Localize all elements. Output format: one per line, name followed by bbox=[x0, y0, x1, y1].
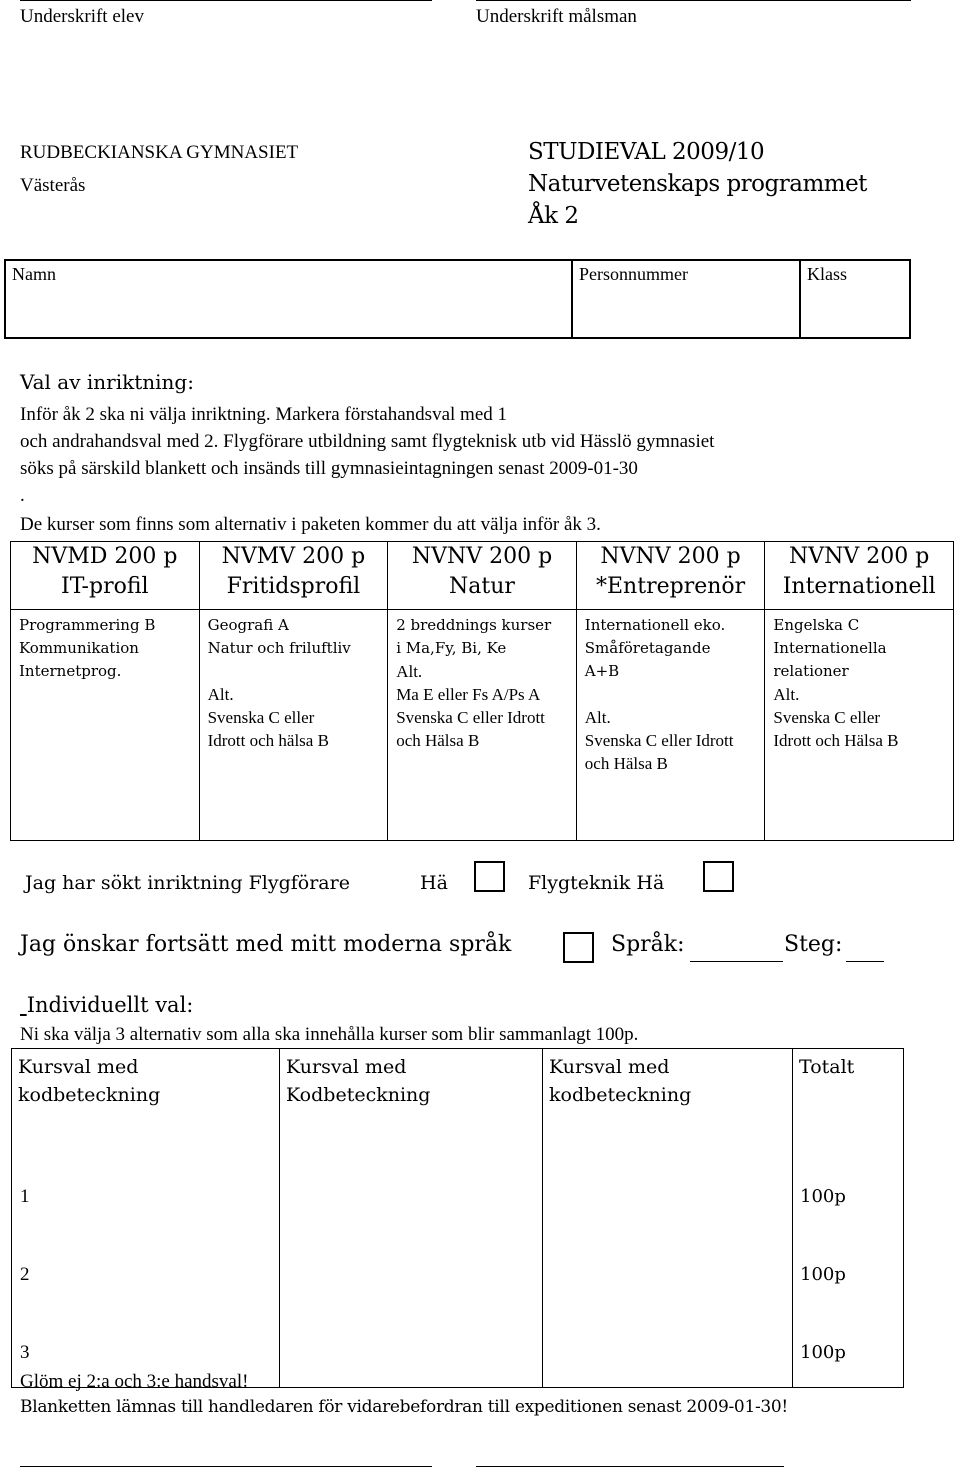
package-courses-entreprenor bbox=[576, 610, 765, 841]
course-line: Engelska C bbox=[773, 616, 860, 634]
package-name: *Entreprenör bbox=[596, 574, 746, 599]
course-choice-table bbox=[11, 1048, 904, 1388]
instruction-line: Inför åk 2 ska ni välja inriktning. Markera förstahandsval med 1 bbox=[20, 404, 507, 425]
signature-line-elev bbox=[20, 0, 432, 1]
package-courses-internationell bbox=[765, 610, 954, 841]
course-line: 2 breddnings kurser bbox=[396, 616, 552, 634]
sprak-checkbox[interactable] bbox=[563, 932, 594, 963]
course-line: och Hälsa B bbox=[396, 731, 480, 750]
course-line: Geografi A bbox=[207, 616, 289, 634]
course-line: Svenska C eller bbox=[773, 708, 881, 727]
course-line: Alt. bbox=[773, 685, 800, 704]
row-points: 100p bbox=[800, 1186, 846, 1207]
flygforare-text: Jag har sökt inriktning Flygförare bbox=[25, 872, 350, 894]
individuellt-heading bbox=[20, 993, 193, 1017]
course-line: Internationella bbox=[773, 639, 887, 657]
package-code: NVNV 200 p bbox=[789, 544, 930, 569]
course-line: relationer bbox=[773, 662, 849, 680]
klass-field[interactable] bbox=[800, 260, 910, 338]
instruction-line: . bbox=[20, 485, 25, 506]
package-header-natur[interactable] bbox=[388, 542, 577, 610]
student-info-table bbox=[4, 259, 911, 339]
course-line: Internetprog. bbox=[19, 662, 122, 680]
total-column bbox=[793, 1049, 904, 1388]
package-code: NVNV 200 p bbox=[600, 544, 741, 569]
column-header: Kursval med bbox=[286, 1056, 407, 1078]
signature-label-elev: Underskrift elev bbox=[20, 6, 144, 27]
course-line: Natur och friluftliv bbox=[207, 639, 351, 657]
form-title: STUDIEVAL 2009/10 bbox=[528, 139, 765, 165]
sprak-label: Språk: bbox=[611, 932, 685, 957]
course-line: Svenska C eller Idrott bbox=[396, 708, 545, 727]
package-code: NVNV 200 p bbox=[411, 544, 553, 569]
personnummer-label: Personnummer bbox=[579, 264, 688, 284]
instruction-line: söks på särskild blankett och insänds till gymnasieintagningen senast 2009-01-30 bbox=[20, 458, 638, 479]
package-courses-fritidsprofil bbox=[199, 610, 388, 841]
footer-submit-note: Blanketten lämnas till handledaren för vidarebefordran till expeditionen senast 2009-01-30! bbox=[20, 1397, 788, 1417]
school-city: Västerås bbox=[20, 175, 86, 196]
course-line: och Hälsa B bbox=[584, 754, 668, 773]
course-line: Svenska C eller Idrott bbox=[584, 731, 734, 750]
package-header-entreprenor[interactable] bbox=[576, 542, 765, 610]
sprak-text: Jag önskar fortsätt med mitt moderna språk bbox=[20, 932, 512, 957]
school-name: RUDBECKIANSKA GYMNASIET bbox=[20, 142, 299, 163]
course-line: Alt. bbox=[207, 685, 234, 704]
individuellt-heading-text: Individuellt val: bbox=[26, 993, 194, 1017]
course-line: A+B bbox=[584, 662, 620, 680]
package-code: NVMV 200 p bbox=[221, 544, 366, 569]
course-column-1[interactable] bbox=[12, 1049, 280, 1388]
footer-reminder: Glöm ej 2:a och 3:e handsval! bbox=[20, 1371, 249, 1392]
signature-line-bottom-right bbox=[476, 1466, 784, 1467]
signature-line-malsman bbox=[476, 0, 911, 1]
package-courses-natur bbox=[388, 610, 577, 841]
klass-label: Klass bbox=[807, 264, 847, 284]
course-line: Ma E eller Fs A/Ps A bbox=[396, 685, 541, 704]
steg-input-line[interactable] bbox=[846, 961, 884, 962]
school-year: Åk 2 bbox=[528, 203, 579, 229]
column-header: Kursval med bbox=[549, 1056, 670, 1078]
course-line: Idrott och Hälsa B bbox=[773, 731, 899, 750]
row-number: 2 bbox=[20, 1264, 30, 1285]
package-header-fritidsprofil[interactable] bbox=[199, 542, 388, 610]
package-note: De kurser som finns som alternativ i paketen kommer du att välja inför åk 3. bbox=[20, 514, 601, 535]
course-line bbox=[585, 683, 757, 706]
course-line: Alt. bbox=[396, 662, 423, 681]
name-label: Namn bbox=[12, 264, 56, 284]
row-number: 3 bbox=[20, 1342, 30, 1363]
course-column-2[interactable] bbox=[280, 1049, 543, 1388]
row-number: 1 bbox=[20, 1186, 30, 1207]
course-line: Programmering B bbox=[19, 616, 156, 634]
course-line: i Ma,Fy, Bi, Ke bbox=[396, 639, 507, 657]
package-header-itprofil[interactable] bbox=[11, 542, 200, 610]
package-table bbox=[10, 541, 954, 841]
column-header: Kodbeteckning bbox=[286, 1084, 431, 1106]
signature-line-bottom-left bbox=[20, 1466, 432, 1467]
package-name: Fritidsprofil bbox=[226, 574, 361, 599]
package-code: NVMD 200 p bbox=[32, 544, 178, 569]
column-header: kodbeteckning bbox=[549, 1084, 692, 1106]
package-name: Natur bbox=[449, 574, 515, 599]
signature-label-malsman: Underskrift målsman bbox=[476, 6, 637, 27]
program-name: Naturvetenskaps programmet bbox=[528, 171, 867, 197]
package-header-internationell[interactable] bbox=[765, 542, 954, 610]
course-line: Småföretagande bbox=[584, 639, 711, 657]
package-name: IT-profil bbox=[61, 574, 149, 599]
flygforare-checkbox[interactable] bbox=[474, 861, 505, 892]
flygteknik-checkbox[interactable] bbox=[703, 861, 734, 892]
course-line: Internationell eko. bbox=[584, 616, 726, 634]
package-courses-itprofil bbox=[11, 610, 200, 841]
row-points: 100p bbox=[800, 1342, 846, 1363]
course-line: Idrott och hälsa B bbox=[207, 731, 329, 750]
inriktning-instructions bbox=[20, 401, 714, 509]
row-points: 100p bbox=[800, 1264, 846, 1285]
flygteknik-text: Flygteknik Hä bbox=[528, 872, 665, 894]
individuellt-description: Ni ska välja 3 alternativ som alla ska innehålla kurser som blir sammanlagt 100p. bbox=[20, 1024, 639, 1045]
course-line: Alt. bbox=[584, 708, 611, 727]
personnummer-field[interactable] bbox=[572, 260, 800, 338]
sprak-input-line[interactable] bbox=[690, 961, 783, 962]
column-header: Totalt bbox=[799, 1056, 855, 1078]
course-line: Svenska C eller bbox=[207, 708, 315, 727]
column-header: Kursval med bbox=[18, 1056, 139, 1078]
flygforare-ha-label: Hä bbox=[420, 872, 448, 894]
package-name: Internationell bbox=[782, 574, 936, 599]
name-field[interactable] bbox=[5, 260, 572, 338]
instruction-line: och andrahandsval med 2. Flygförare utbildning samt flygteknisk utb vid Hässlö gymnasiet bbox=[20, 431, 715, 452]
course-column-3[interactable] bbox=[543, 1049, 793, 1388]
course-line bbox=[208, 660, 380, 683]
course-line: Kommunikation bbox=[19, 639, 139, 657]
inriktning-heading: Val av inriktning: bbox=[20, 370, 194, 394]
steg-label: Steg: bbox=[784, 932, 843, 957]
column-header: kodbeteckning bbox=[18, 1084, 161, 1106]
